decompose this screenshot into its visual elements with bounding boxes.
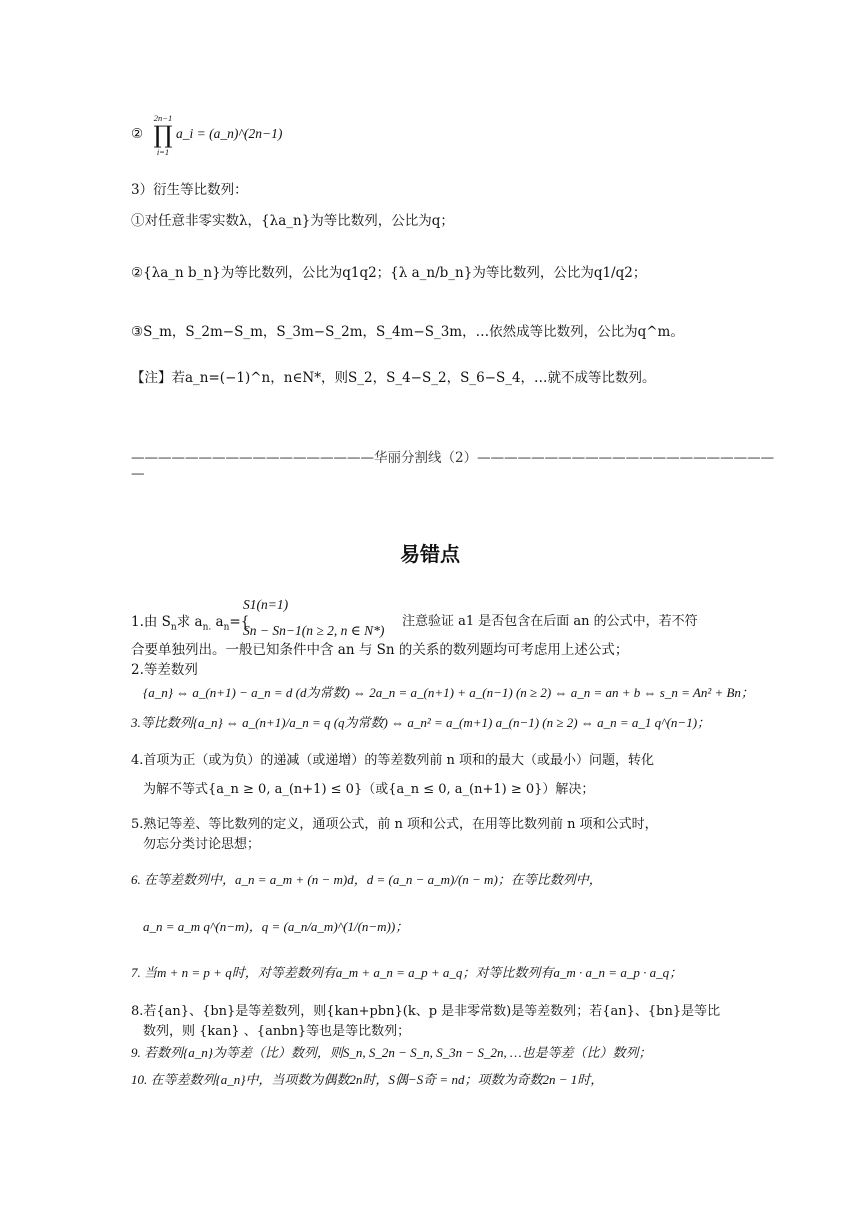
point-6-line2: a_n = a_m q^(n−m)，q = (a_n/a_m)^(1/(n−m))； [143,919,409,934]
point-8-line2: 数列，则 {kan} 、{anbn}等也是等比数列； [143,1024,411,1039]
product-label: ② [131,126,144,142]
point-2-body: {a_n} ⇔ a_(n+1) − a_n = d (d为常数) ⇔ 2a_n = a_(n+1) + a_(n−1) (n ≥ 2) ⇔ a_n = an + b ⇔ s_n = An² + Bn； [143,685,754,700]
product-expression: a_i = (a_n)^(2n−1) [176,126,283,141]
point-3: 3.等比数列{a_n} ⇔ a_(n+1)/a_n = q (q为常数) ⇔ a_n² = a_(m+1) a_(n−1) (n ≥ 2) ⇔ a_n = a_1 q^(n−1)； [131,715,711,730]
product-lower-limit: i=1 [156,147,170,157]
point-10: 10. 在等差数列{a_n}中，当项数为偶数2n时，S偶−S奇 = nd；项数为奇数2n − 1时， [131,1072,604,1087]
derived-item-3: ③S_m，S_2m−S_m，S_3m−S_2m，S_4m−S_3m，…依然成等比数列，公比为q^m。 [131,324,684,340]
product-pi-icon: ∏ [153,121,173,149]
separator-wrap: — [131,466,145,482]
point-5-line2: 勿忘分类讨论思想； [143,837,261,852]
point-4-line1: 4.首项为正（或为负）的递减（或递增）的等差数列前 n 项和的最大（或最小）问题，转化 [131,753,655,768]
product-upper-limit: 2n−1 [153,113,173,123]
section-title: 易错点 [400,542,460,566]
point-6-line1: 6. 在等差数列中，a_n = a_m + (n − m)d，d = (a_n − a_m)/(n − m)；在等比数列中， [131,872,602,887]
case-top: S1(n=1) [243,597,289,612]
derived-header: 3）衍生等比数列： [131,182,248,198]
point-5-line1: 5.熟记等差、等比数列的定义，通项公式，前 n 项和公式，在用等比数列前 n 项和公式时， [131,817,658,832]
point-1-line2: 合要单独列出。一般已知条件中含 an 与 Sn 的关系的数列题均可考虑用上述公式； [131,642,629,658]
point-2-head: 2.等差数列 [131,662,198,678]
point-8-line1: 8.若{an}、{bn}是等差数列，则{kan+pbn}(k、p 是非零常数)是等差数列；若{an}、{bn}是等比 [131,1004,721,1019]
point-1: 1.由 $S_n$求 $a_{n.}$ $a_n=${ S1(n=1) Sn − Sn−1(n ≥ 2, n ∈ N*) 注意验证 a1 是否包含在后面 an 的公式中，若不符 [131,595,734,647]
product-symbol [148,113,178,157]
note: 【注】若a_n=(−1)^n，n∈N*，则S_2，S_4−S_2，S_6−S_4，…就不成等比数列。 [131,370,656,386]
derived-item-1: ①对任意非零实数λ，{λa_n}为等比数列，公比为q； [131,213,454,229]
point-4-line2: 为解不等式{a_n ≥ 0, a_(n+1) ≤ 0}（或{a_n ≤ 0, a_(n+1) ≥ 0}）解决； [143,782,595,797]
point-7: 7. 当m + n = p + q时，对等差数列有a_m + a_n = a_p + a_q；对等比数列有a_m · a_n = a_p · a_q； [131,965,683,980]
case-bottom: Sn − Sn−1(n ≥ 2, n ∈ N*) [243,623,385,638]
point-9: 9. 若数列{a_n}为等差（比）数列，则S_n, S_2n − S_n, S_3n − S_2n, …也是等差（比）数列； [131,1045,652,1060]
derived-item-2: ②{λa_n b_n}为等比数列，公比为q1q2；{λ a_n/b_n}为等比数列，公比为q1/q2； [131,265,647,281]
separator-line: ——————————————————华丽分割线（2）—————————————————————— [131,450,775,466]
